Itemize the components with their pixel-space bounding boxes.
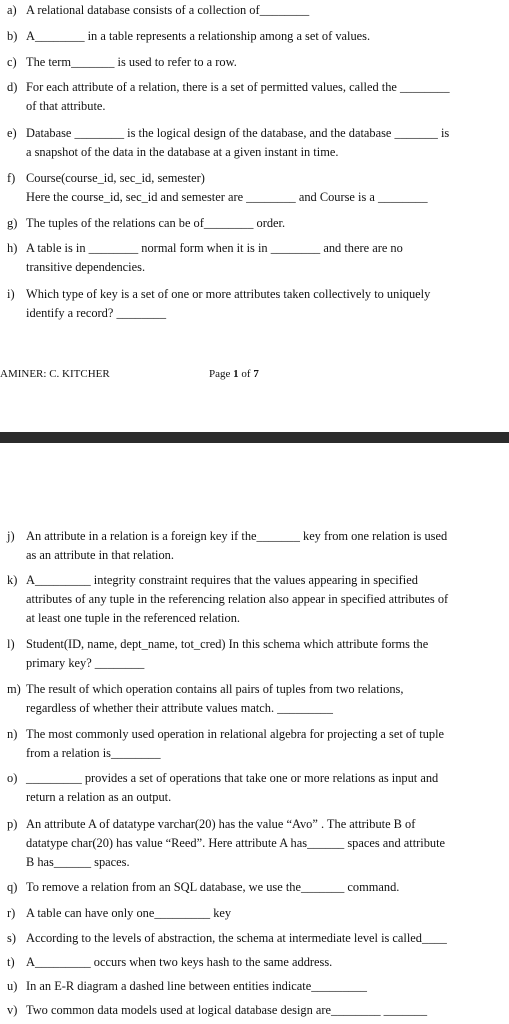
question-text: A relational database consists of a collection of________ [26,3,310,17]
question-label: h) [7,241,18,255]
question-text: from a relation is________ [26,746,161,760]
question-e [7,124,501,162]
question-text: Here the course_id, sec_id and semester are ________ and Course is a ________ [26,190,428,204]
question-text: attributes of any tuple in the referencing relation also appear in specified attributes of [26,592,449,606]
question-text: For each attribute of a relation, there is a set of permitted values, called the ________ [26,80,450,94]
question-text: Two common data models used at logical database design are________ _______ [26,1003,428,1017]
question-label: b) [7,29,18,43]
question-label: r) [7,906,16,920]
question-text: B has______ spaces. [26,855,130,869]
question-label: q) [7,880,18,894]
question-text: A table can have only one_________ key [26,906,232,920]
question-text: datatype char(20) has value “Reed”. Here attribute A has______ spaces and attribute [26,836,446,850]
question-text: return a relation as an output. [26,790,172,804]
question-text: Database ________ is the logical design of the database, and the database _______ is [26,126,450,140]
question-label: l) [7,637,15,651]
question-text: of that attribute. [26,99,106,113]
question-label: o) [7,771,18,785]
question-text: To remove a relation from an SQL database, we use the_______ command. [26,880,400,894]
page-footer [0,365,509,384]
page-prefix: Page [209,368,234,380]
page-number [209,365,259,384]
question-text: identify a record? ________ [26,306,167,320]
question-text: Course(course_id, sec_id, semester) [26,171,205,185]
question-s [7,929,501,948]
question-u [7,977,501,996]
question-label: u) [7,979,18,993]
question-label: k) [7,573,18,587]
question-text: primary key? ________ [26,656,145,670]
question-label: j) [7,529,15,543]
question-n [7,725,501,763]
question-label: p) [7,817,18,831]
question-o [7,769,501,807]
question-text: The most commonly used operation in relational algebra for projecting a set of tuple [26,727,445,741]
question-text: at least one tuple in the referenced relation. [26,611,240,625]
exam-page-2 [0,443,509,1024]
question-f [7,169,501,207]
question-label: i) [7,287,15,301]
question-j [7,527,501,565]
question-text: _________ provides a set of operations that take one or more relations as input and [26,771,439,785]
examiner-name: AMINER: C. KITCHER [0,368,110,380]
question-r [7,904,501,923]
question-t [7,953,501,972]
question-g [7,214,501,233]
page-divider [0,432,509,443]
question-text: A table is in ________ normal form when it is in ________ and there are no [26,241,403,255]
question-label: m) [7,682,21,696]
question-q [7,878,501,897]
question-d [7,78,501,116]
question-text: a snapshot of the data in the database at a given instant in time. [26,145,339,159]
question-text: In an E-R diagram a dashed line between entities indicate_________ [26,979,367,993]
question-a [7,1,501,20]
question-text: A_________ integrity constraint requires that the values appearing in specified [26,573,418,587]
question-text: An attribute A of datatype varchar(20) has the value “Avo” . The attribute B of [26,817,416,831]
question-text: A_________ occurs when two keys hash to the same address. [26,955,333,969]
question-k [7,571,501,628]
exam-page-1 [0,0,509,432]
question-text: The term_______ is used to refer to a row. [26,55,237,69]
question-h [7,239,501,277]
question-text: An attribute in a relation is a foreign key if the_______ key from one relation is used [26,529,448,543]
question-text: regardless of whether their attribute values match. _________ [26,701,333,715]
page-current: 1 [233,368,239,380]
question-label: s) [7,931,16,945]
question-label: g) [7,216,18,230]
question-text: Which type of key is a set of one or more attributes taken collectively to uniquely [26,287,431,301]
question-p [7,815,501,872]
question-text: According to the levels of abstraction, the schema at intermediate level is called____ [26,931,447,945]
question-label: v) [7,1003,18,1017]
question-label: c) [7,55,17,69]
question-label: t) [7,955,15,969]
question-label: d) [7,80,18,94]
question-label: a) [7,3,17,17]
question-label: e) [7,126,17,140]
question-m [7,680,501,718]
question-b [7,27,501,46]
question-label: n) [7,727,18,741]
question-l [7,635,501,673]
question-text: transitive dependencies. [26,260,146,274]
question-text: Student(ID, name, dept_name, tot_cred) In this schema which attribute forms the [26,637,429,651]
question-text: The tuples of the relations can be of________ order. [26,216,286,230]
question-i [7,285,501,323]
question-text: as an attribute in that relation. [26,548,174,562]
page-total: 7 [253,368,259,380]
question-text: The result of which operation contains all pairs of tuples from two relations, [26,682,404,696]
page-of: of [238,368,254,380]
question-v [7,1001,501,1020]
question-text: A________ in a table represents a relationship among a set of values. [26,29,371,43]
question-c [7,53,501,72]
question-label: f) [7,171,16,185]
